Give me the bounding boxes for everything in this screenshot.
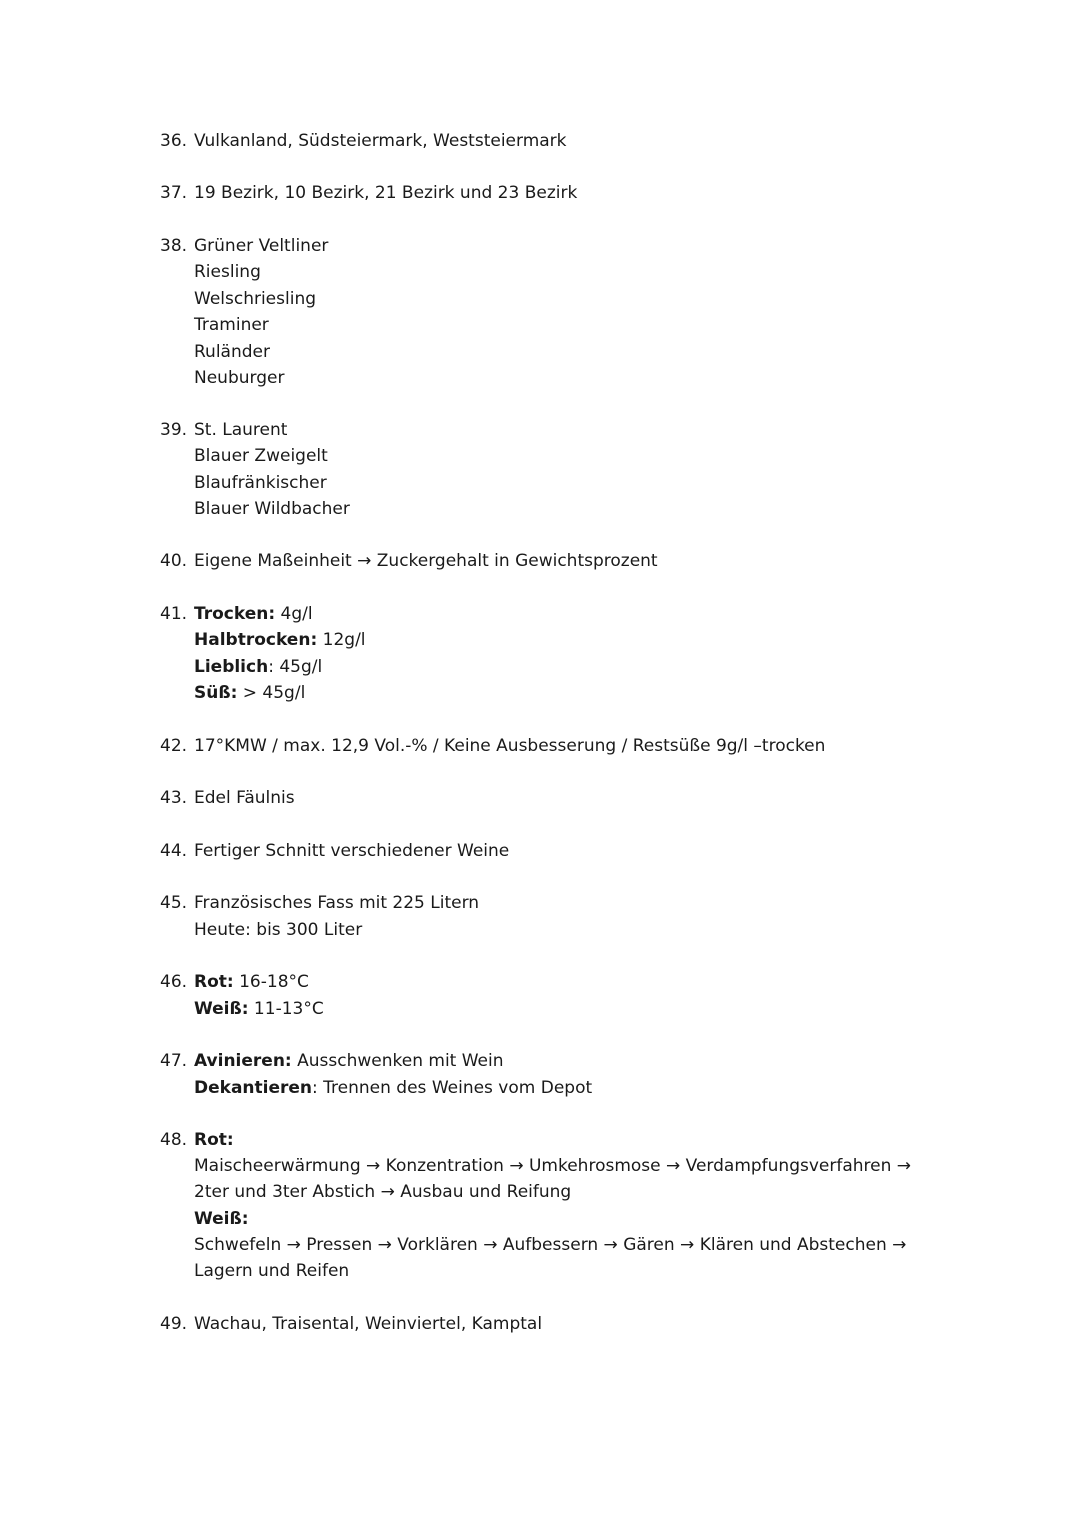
answer-line — [194, 548, 658, 574]
answer-line — [194, 180, 577, 206]
answer-label: Rot: — [194, 972, 234, 992]
item-number: 39. — [160, 420, 188, 440]
answer-line — [194, 470, 327, 496]
answer-line — [194, 1179, 571, 1205]
answer-line — [194, 996, 324, 1022]
answer-line — [194, 680, 305, 706]
answer-line — [194, 654, 322, 680]
answer-line — [194, 890, 479, 916]
answer-line — [194, 1153, 911, 1179]
answer-text: 17°KMW / max. 12,9 Vol.-% / Keine Ausbesserung / Restsüße 9g/l –trocken — [194, 736, 826, 756]
answer-text: Vulkanland, Südsteiermark, Weststeiermark — [194, 131, 567, 151]
answer-text: Fertiger Schnitt verschiedener Weine — [194, 841, 510, 861]
answer-line — [194, 233, 328, 259]
answer-line — [194, 286, 316, 312]
answer-text: Maischeerwärmung → Konzentration → Umkehrosmose → Verdampfungsverfahren → — [194, 1156, 912, 1177]
answer-text: > 45g/l — [237, 682, 306, 703]
answer-line — [194, 601, 313, 627]
item-number: 47. — [160, 1051, 188, 1071]
answer-label: Dekantieren — [194, 1077, 313, 1098]
answer-text: : 45g/l — [268, 656, 323, 677]
answer-line — [194, 838, 509, 864]
answer-line — [194, 969, 309, 995]
answer-label: Lieblich — [194, 656, 269, 677]
answer-text: Blauer Wildbacher — [194, 498, 350, 519]
answer-label: Rot: — [194, 1130, 234, 1150]
item-number: 45. — [160, 893, 188, 913]
answer-label: Weiß: — [194, 998, 249, 1019]
answer-text: Lagern und Reifen — [194, 1261, 350, 1281]
answer-text: Wachau, Traisental, Weinviertel, Kamptal — [194, 1314, 543, 1334]
answer-text: Ruländer — [194, 341, 270, 362]
answer-line — [194, 1206, 249, 1232]
item-number: 48. — [160, 1130, 188, 1150]
answer-text: 4g/l — [275, 604, 313, 624]
answer-text: 19 Bezirk, 10 Bezirk, 21 Bezirk und 23 Bezirk — [194, 183, 578, 203]
answer-text: St. Laurent — [194, 420, 288, 440]
answer-text: Schwefeln → Pressen → Vorklären → Aufbessern → Gären → Klären und Abstechen → — [194, 1234, 907, 1255]
answer-text: Französisches Fass mit 225 Litern — [194, 893, 480, 913]
answer-text: Eigene Maßeinheit → Zuckergehalt in Gewichtsprozent — [194, 551, 658, 571]
answer-text: 2ter und 3ter Abstich → Ausbau und Reifung — [194, 1182, 572, 1203]
item-number: 42. — [160, 736, 188, 756]
answer-line — [194, 1232, 906, 1258]
answer-line — [194, 1311, 542, 1337]
answer-text: 16-18°C — [233, 972, 309, 992]
answer-label: Halbtrocken: — [194, 630, 318, 651]
answer-text: Heute: bis 300 Liter — [194, 919, 363, 940]
answer-line — [194, 785, 295, 811]
answer-line — [194, 443, 328, 469]
answer-text: 11-13°C — [248, 998, 324, 1019]
answer-text: Blaufränkischer — [194, 472, 327, 493]
answer-text: Blauer Zweigelt — [194, 446, 328, 467]
item-number: 37. — [160, 183, 188, 203]
answer-line — [194, 917, 362, 943]
item-number: 41. — [160, 604, 188, 624]
item-number: 46. — [160, 972, 188, 992]
answer-text: Welschriesling — [194, 288, 317, 309]
answer-text: Traminer — [194, 315, 269, 336]
answer-line — [194, 339, 270, 365]
answer-label: Avinieren: — [194, 1051, 292, 1071]
answer-label: Süß: — [194, 682, 238, 703]
item-number: 44. — [160, 841, 188, 861]
answer-line — [194, 312, 269, 338]
answer-line — [194, 259, 261, 285]
item-number: 49. — [160, 1314, 188, 1334]
answer-text: Edel Fäulnis — [194, 788, 295, 808]
item-number: 38. — [160, 236, 188, 256]
answer-line — [194, 365, 284, 391]
answer-line — [194, 417, 287, 443]
answer-text: 12g/l — [317, 630, 366, 651]
answer-text: Neuburger — [194, 368, 285, 388]
answer-line — [194, 496, 350, 522]
answer-line — [194, 1048, 504, 1074]
answer-line — [194, 1127, 234, 1153]
answer-text: Riesling — [194, 262, 261, 283]
answer-line — [194, 1075, 592, 1101]
item-number: 43. — [160, 788, 188, 808]
answer-text: Grüner Veltliner — [194, 236, 329, 256]
answer-line — [194, 733, 825, 759]
answer-text: Ausschwenken mit Wein — [291, 1051, 504, 1071]
answer-text: : Trennen des Weines vom Depot — [312, 1077, 593, 1098]
item-number: 36. — [160, 131, 188, 151]
answer-line — [194, 1258, 349, 1284]
item-number: 40. — [160, 551, 188, 571]
answer-label: Trocken: — [194, 604, 276, 624]
answer-label: Weiß: — [194, 1208, 249, 1229]
answer-line — [194, 128, 567, 154]
answer-line — [194, 627, 366, 653]
